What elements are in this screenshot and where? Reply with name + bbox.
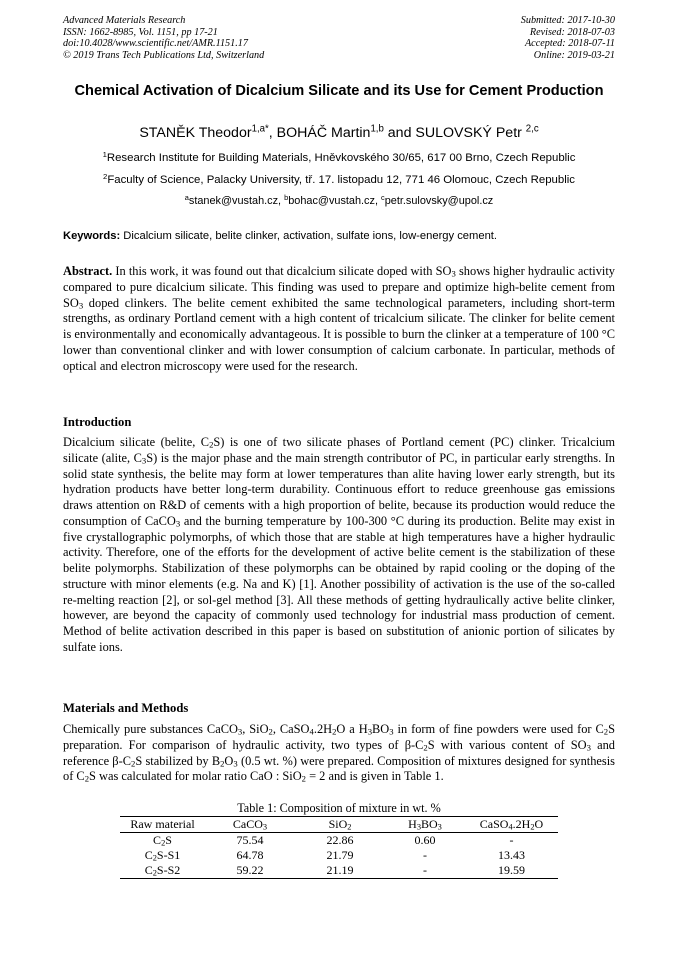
subscript: 2 — [530, 822, 535, 832]
body-text: (0.5 wt. %) were prepared. Composition of mixtures designed for synthesis of C — [63, 753, 615, 784]
body-text: BO — [372, 722, 390, 736]
subscript: 2 — [161, 838, 166, 848]
subscript: 3 — [586, 742, 591, 753]
subscript: 3 — [78, 300, 84, 311]
subscript: 3 — [233, 758, 238, 769]
header-text: SiO — [328, 817, 348, 831]
header-text: .2H — [512, 817, 531, 831]
subscript: 2 — [268, 726, 273, 737]
journal-info — [63, 15, 264, 61]
cell-text: S — [165, 833, 172, 847]
header-text: O — [534, 817, 544, 831]
cell-text: C — [144, 848, 153, 862]
table-cell: - — [509, 833, 514, 847]
body-text: S) is the major phase and the main strength contributor of PC, in particular early strengths. In solid state synthesis, the belite may form at lower temperatures than alite having lower early strength, but its hydration products have better long-term durability. Continuous effort to reduce greenhouse gas emissions draws attention on R&D of cements with a high proportion of belite, because its production would reduce the consumption of CaCO — [63, 450, 615, 528]
keywords-text: Dicalcium silicate, belite clinker, activation, sulfate ions, low-energy cement. — [120, 230, 498, 242]
body-text: S was calculated for molar ratio CaO : SiO — [89, 769, 302, 784]
table-cell: 64.78 — [236, 848, 264, 862]
column-header-sio2 — [295, 817, 385, 833]
table-cell: 13.43 — [498, 848, 525, 862]
body-text: .2H — [313, 722, 333, 736]
cell-text: C — [144, 863, 153, 877]
column-header-h3bo3 — [385, 817, 465, 833]
subscript: 3 — [416, 822, 421, 832]
table-cell: 21.79 — [326, 848, 354, 862]
submission-dates — [521, 15, 615, 61]
abstract-text: shows higher hydraulic activity compared to pure dicalcium silicate. This finding was used to prepare and optimize high-belite cement from SO — [63, 264, 616, 310]
body-text: Chemically pure substances CaCO — [63, 722, 238, 736]
header-text: CaCO — [232, 817, 263, 831]
table-row — [120, 833, 558, 849]
author-affiliation-mark: 1,a* — [251, 123, 269, 135]
author-list — [40, 124, 638, 142]
journal-doi: doi:10.4028/www.scientific.net/AMR.1151.17 — [63, 38, 248, 50]
section-heading-methods: Materials and Methods — [63, 701, 189, 715]
subscript: 2 — [131, 758, 136, 769]
table-caption: Table 1: Composition of mixture in wt. % — [237, 801, 441, 815]
body-text: , SiO — [242, 722, 269, 736]
author-name: BOHÁČ Martin — [276, 125, 371, 141]
email-mark: b — [284, 192, 289, 202]
subscript: 2 — [603, 726, 609, 737]
body-text: S) is one of two silicate phases of Portland cement (PC) clinker. Tricalcium silicate (alite, C — [63, 435, 615, 465]
header-text: H — [408, 817, 417, 831]
row-label — [120, 863, 205, 879]
subscript: 2 — [332, 726, 337, 737]
abstract-text: doped clinkers. The belite cement exhibited the same technological parameters, including short-term strengths, as ordinary Portland cement with a high content of tricalcium silicate. The clinker for belite cement is environmentally and economically advantageous. It is possible to burn the clinker at a temperature of 100 °C lower than conventional clinker and with lower consumption of calcium carbonate. In particular, methods of optical and electron microscopy were used for the research. — [63, 295, 615, 373]
subscript: 4 — [508, 822, 513, 832]
subscript: 3 — [367, 726, 373, 737]
header-text: Raw material — [130, 817, 195, 831]
journal-name: Advanced Materials Research — [63, 15, 186, 26]
table-row — [120, 848, 558, 863]
abstract-text: In this work, it was found out that dicalcium silicate doped with SO — [112, 264, 452, 278]
body-text: , CaSO — [272, 722, 310, 736]
body-text: S with various content of SO — [427, 737, 587, 752]
body-text: in form of fine powders were used for C — [393, 722, 604, 736]
journal-copyright: © 2019 Trans Tech Publications Ltd, Switzerland — [63, 49, 265, 61]
composition-table — [120, 816, 558, 879]
body-text: O — [224, 753, 234, 768]
abstract — [63, 264, 615, 374]
affiliation-text: Research Institute for Building Materials, Hněvkovského 30/65, 617 00 Brno, Czech Republic — [106, 152, 576, 164]
subscript: 3 — [237, 726, 243, 737]
subscript: 3 — [175, 518, 181, 529]
cell-text: C — [153, 833, 162, 847]
author-separator: and — [383, 125, 416, 141]
email-mark: c — [381, 192, 385, 202]
subscript: 2 — [152, 868, 157, 878]
column-header-caso4 — [465, 817, 558, 833]
email-link[interactable]: petr.sulovsky@upol.cz — [384, 195, 494, 207]
header-text: BO — [421, 817, 438, 831]
date-accepted: Accepted: 2018-07-11 — [524, 38, 615, 50]
table-cell: 19.59 — [498, 863, 525, 877]
cell-text: S-S2 — [156, 863, 181, 877]
table-cell: - — [423, 848, 427, 862]
author-name: SULOVSKÝ Petr — [415, 125, 526, 141]
methods-text — [63, 722, 615, 785]
table-cell: - — [423, 863, 427, 877]
introduction-text — [63, 435, 615, 656]
subscript: 3 — [262, 822, 268, 832]
subscript: 2 — [84, 773, 90, 784]
abstract-label: Abstract. — [63, 264, 113, 278]
email-mark: a — [184, 192, 189, 202]
affiliation-text: Faculty of Science, Palacky University, tř. 17. listopadu 12, 771 46 Olomouc, Czech Republic — [107, 174, 575, 186]
affiliation-mark: 2 — [103, 171, 108, 181]
date-submitted: Submitted: 2017-10-30 — [520, 15, 615, 26]
journal-issn: ISSN: 1662-8985, Vol. 1151, pp 17-21 — [63, 26, 218, 38]
body-text: Dicalcium silicate (belite, C — [63, 435, 210, 449]
cell-text: S-S1 — [156, 848, 181, 862]
section-heading-introduction: Introduction — [63, 415, 132, 429]
author-affiliation-mark: 2,c — [525, 123, 539, 135]
keywords-label: Keywords: — [63, 230, 121, 242]
subscript: 4 — [309, 726, 314, 737]
subscript: 3 — [141, 455, 147, 466]
table-cell: 22.86 — [326, 833, 354, 847]
column-header-caco3 — [205, 817, 295, 833]
subscript: 2 — [152, 853, 157, 863]
affiliation-mark: 1 — [102, 149, 107, 159]
row-label — [120, 848, 205, 863]
author-separator: , — [268, 125, 277, 141]
subscript: 3 — [437, 822, 442, 832]
date-revised: Revised: 2018-07-03 — [529, 26, 615, 38]
subscript: 2 — [423, 742, 428, 753]
subscript: 2 — [347, 822, 352, 832]
body-text: and the burning temperature by 100-300 °C during its production. Belite may exist in five crystallographic polymorphs, of which those that are stable at high temperatures have a higher hydraulic activity. Therefore, one of the efforts for the development of active belite cement is the stabilization of these belite polymorphs. Stabilization of these polymorphs can be obtained by rapid cooling or the doping of the structure with minor elements (e.g. Na and K) [1]. Another possibility of activation is the use of the so-called re-melting reaction [2], or sol-gel method [3]. All these methods of getting hydraulically active belite clinker, however, are beyond the capacity of commonly used technology for industrial mass production of cement. Method of belite activation described in this paper is based on substitution of anionic portion of silicates by sulfate ions. — [63, 513, 615, 654]
author-name: STANĚK Theodor — [139, 125, 252, 141]
table-cell: 75.54 — [236, 833, 264, 847]
body-text: O a H — [336, 722, 368, 736]
table-header-row — [120, 817, 558, 833]
author-emails — [40, 194, 638, 208]
keywords — [63, 229, 615, 243]
subscript: 2 — [220, 758, 225, 769]
table-cell: 59.22 — [236, 863, 264, 877]
body-text: = 2 and is given in Table 1. — [306, 769, 444, 784]
table-cell: 21.19 — [326, 863, 354, 877]
table-row — [120, 863, 558, 879]
subscript: 3 — [389, 726, 394, 737]
subscript: 2 — [209, 439, 214, 450]
author-affiliation-mark: 1,b — [370, 123, 384, 135]
row-label — [120, 833, 205, 849]
subscript: 3 — [451, 268, 456, 279]
date-online: Online: 2019-03-21 — [533, 49, 615, 61]
column-header-raw-material — [120, 817, 205, 833]
affiliation — [30, 151, 648, 165]
table-cell: 0.60 — [414, 833, 436, 847]
body-text: and reference β-C — [63, 737, 615, 768]
subscript: 2 — [301, 773, 306, 784]
body-text: S stabilized by B — [135, 753, 221, 768]
paper-title: Chemical Activation of Dicalcium Silicate and its Use for Cement Production — [74, 83, 604, 99]
header-text: CaSO — [479, 817, 509, 831]
email-link[interactable]: stanek@vustah.cz, — [188, 195, 285, 207]
email-link[interactable]: bohac@vustah.cz, — [288, 195, 382, 207]
body-text: S preparation. For comparison of hydraulic activity, two types of β-C — [63, 722, 615, 752]
affiliation — [30, 173, 648, 187]
